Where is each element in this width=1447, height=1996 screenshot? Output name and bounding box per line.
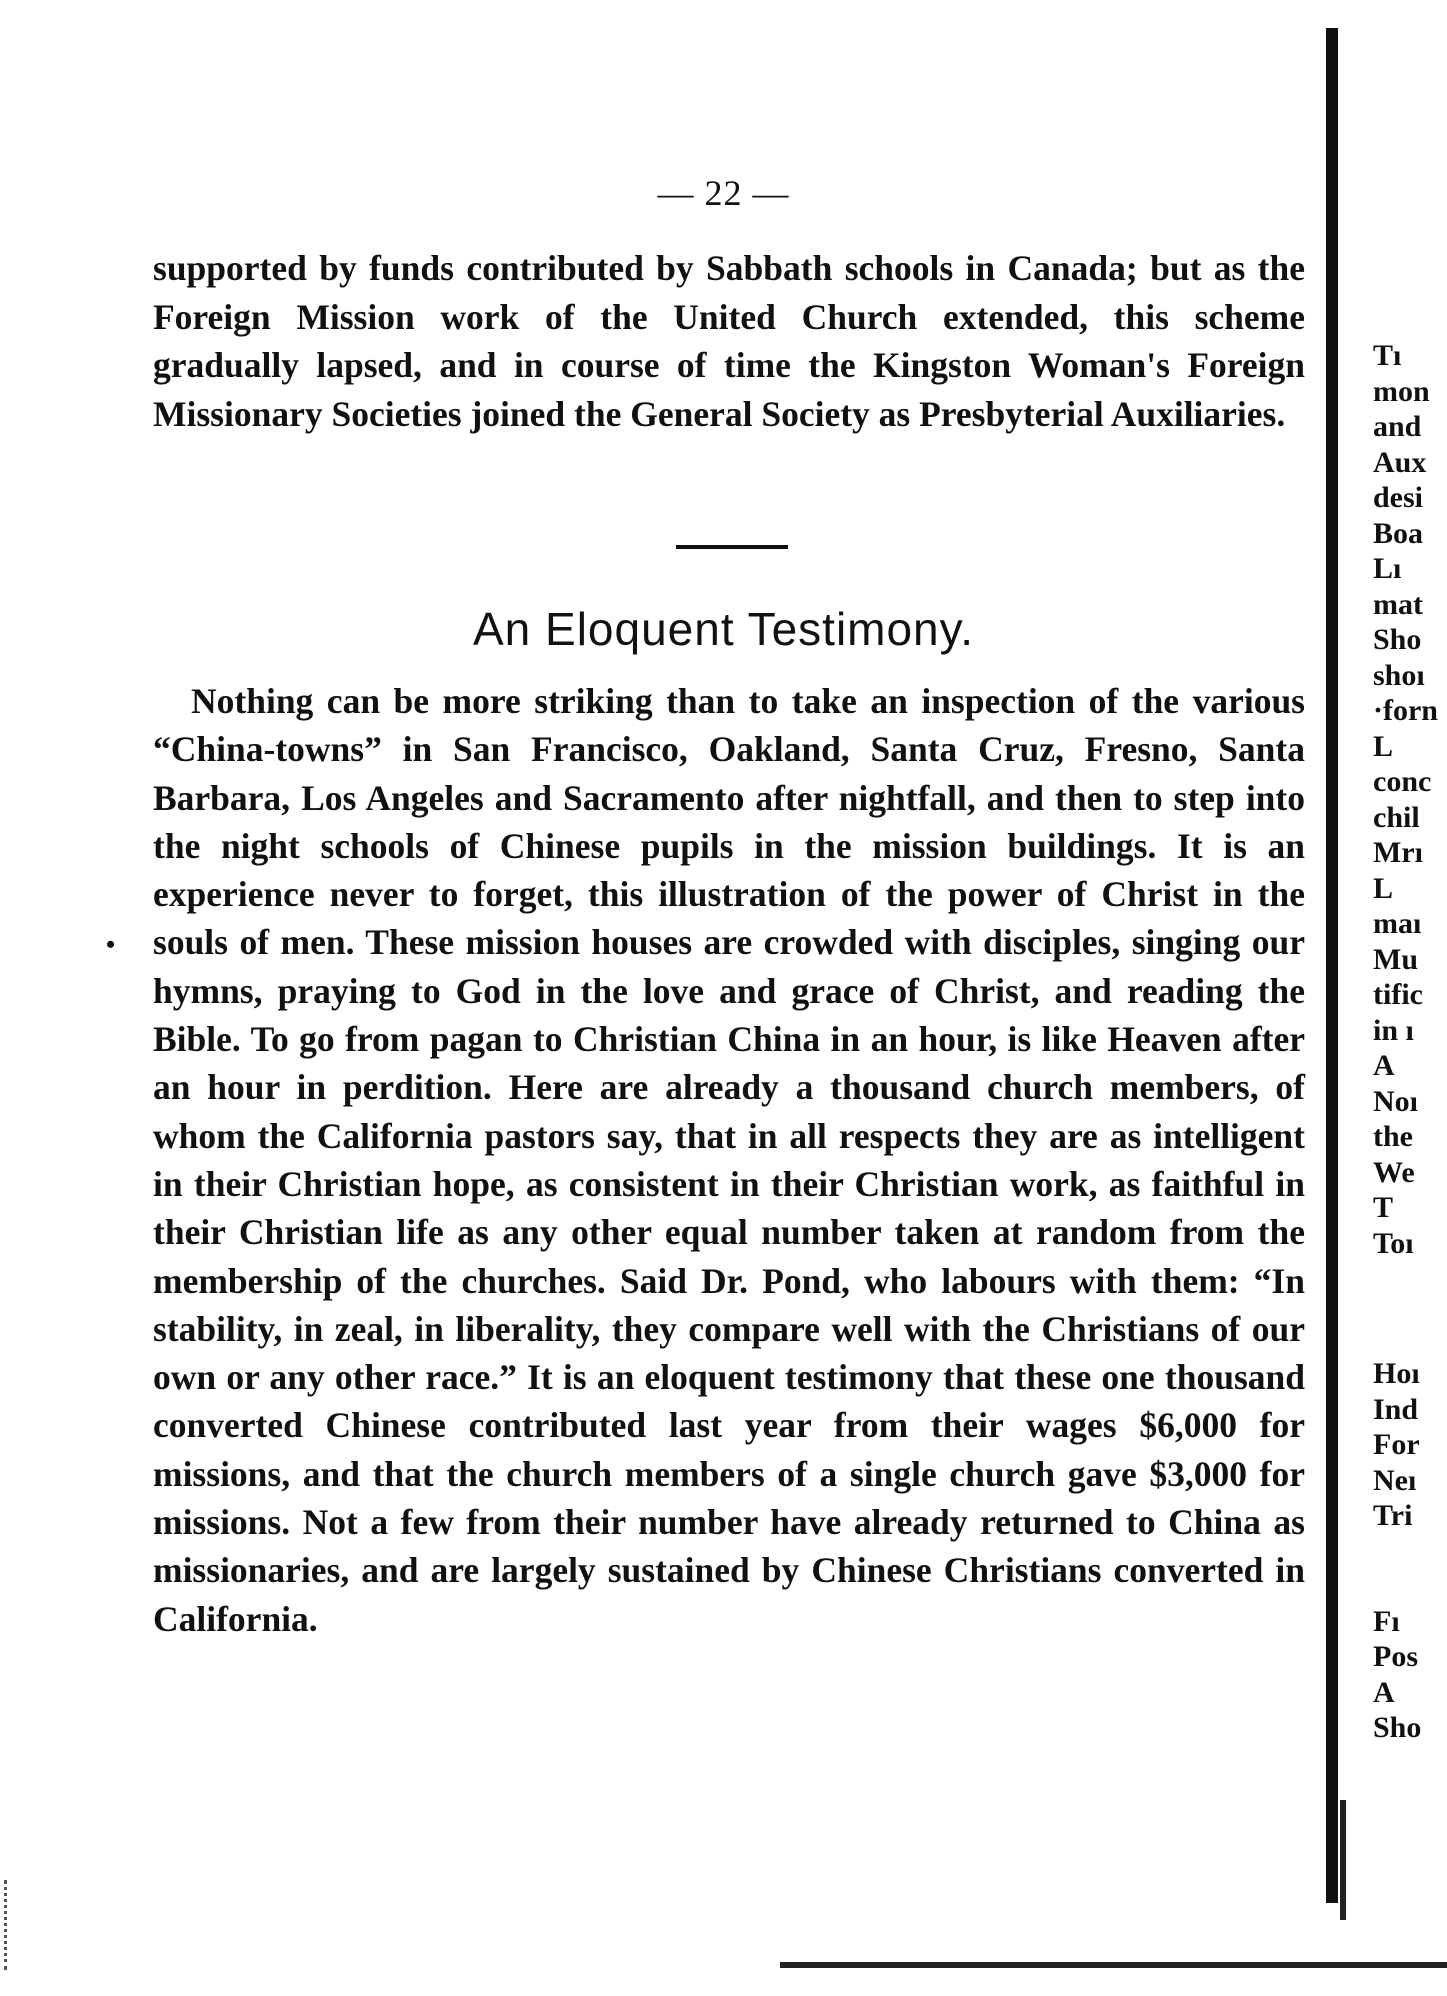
fragment-line: Mrı (1373, 836, 1423, 869)
margin-mark: • (106, 930, 116, 959)
fragment-gap (1373, 1534, 1447, 1604)
fragment-line: Sho (1373, 1711, 1422, 1744)
fragment-line: Tı (1373, 339, 1402, 372)
page-gutter-bar (1326, 28, 1338, 1903)
fragment-line: chil (1373, 800, 1420, 834)
fragment-line: Noı (1373, 1084, 1418, 1118)
fragment-line: Fı (1373, 1604, 1400, 1638)
fragment-line: Sho (1373, 623, 1422, 656)
fragment-line: mon (1373, 374, 1430, 408)
page-gutter-shadow (1340, 1800, 1346, 1920)
fragment-line: Ind (1373, 1392, 1419, 1426)
adjacent-page-fragments (1373, 338, 1447, 1746)
fragment-line: desi (1373, 481, 1424, 514)
fragment-line: L (1373, 871, 1394, 905)
fragment-line: T (1373, 1191, 1394, 1224)
fragment-line: Toı (1373, 1226, 1414, 1260)
fragment-line: the (1373, 1120, 1413, 1153)
fragment-line: Boa (1373, 516, 1424, 550)
fragment-line: mat (1373, 587, 1423, 621)
fragment-line: For (1373, 1428, 1420, 1461)
page-number: — 22 — (657, 173, 790, 213)
fragment-line: Neı (1373, 1463, 1417, 1497)
fragment-line: Mu (1373, 942, 1418, 976)
fragment-line: A (1373, 1675, 1395, 1709)
fragment-line: L (1373, 729, 1394, 763)
fragment-line: Hoı (1373, 1357, 1420, 1390)
fragment-line: Aux (1373, 445, 1427, 479)
fragment-gap (1373, 1261, 1447, 1356)
intro-paragraph: supported by funds contributed by Sabbath schools in Canada; but as the Foreign Mission work of the United Church extended, this scheme gradually lapsed, and in course of time the Kingston Woman's Foreign Missionary Societies joined the General Society as Presbyterial Auxiliaries. (153, 248, 1305, 434)
fragment-line: tific (1373, 978, 1423, 1011)
fragment-line: in ı (1373, 1013, 1414, 1047)
fragment-line: maı (1373, 907, 1422, 940)
body-paragraph: Nothing can be more striking than to take an inspection of the various “China-towns” in San Francisco, Oakland, Santa Cruz, Fresno, Santa Barbara, Los Angeles and Sacramento after nightfall, and then to step into the night schools of Chinese pupils in the mission buildings. It is an experience never to forget, this illustration of the power of Christ in the souls of men. These mission houses are crowded with disciples, singing our hymns, praying to God in the love and grace of Christ, and reading the Bible. To go from pagan to Christian China in an hour, is like Heaven after an hour in perdition. Here are already a thousand church members, of whom the California pastors say, that in all respects they are as intelligent in their Christian hope, as consistent in their Christian work, as faithful in their Christian life as any other equal number taken at random from the membership of the churches. Said Dr. Pond, who labours with them: “In stability, in zeal, in liberality, they compare well with the Christians of our own or any other race.” It is an eloquent testimony that these one thousand converted Chinese contributed last year from their wages $6,000 for missions, and that the church members of a single church gave $3,000 for missions. Not a few from their number have already returned to China as missionaries, and are largely sustained by Chinese Christians converted in California. (153, 681, 1305, 1639)
fragment-line: Lı (1373, 552, 1402, 585)
left-edge-dots (4, 1880, 11, 1970)
section-divider (676, 545, 788, 549)
fragment-line: Tri (1373, 1499, 1413, 1532)
fragment-line: and (1373, 410, 1422, 443)
fragment-line: shoı (1373, 658, 1425, 692)
fragment-line: A (1373, 1049, 1395, 1082)
fragment-line: ·forn (1373, 694, 1438, 727)
section-title: An Eloquent Testimony. (472, 603, 975, 655)
fragment-line: We (1373, 1155, 1415, 1189)
fragment-line: Pos (1373, 1640, 1418, 1673)
fragment-line: conc (1373, 765, 1432, 798)
bottom-edge-rule (780, 1962, 1447, 1968)
